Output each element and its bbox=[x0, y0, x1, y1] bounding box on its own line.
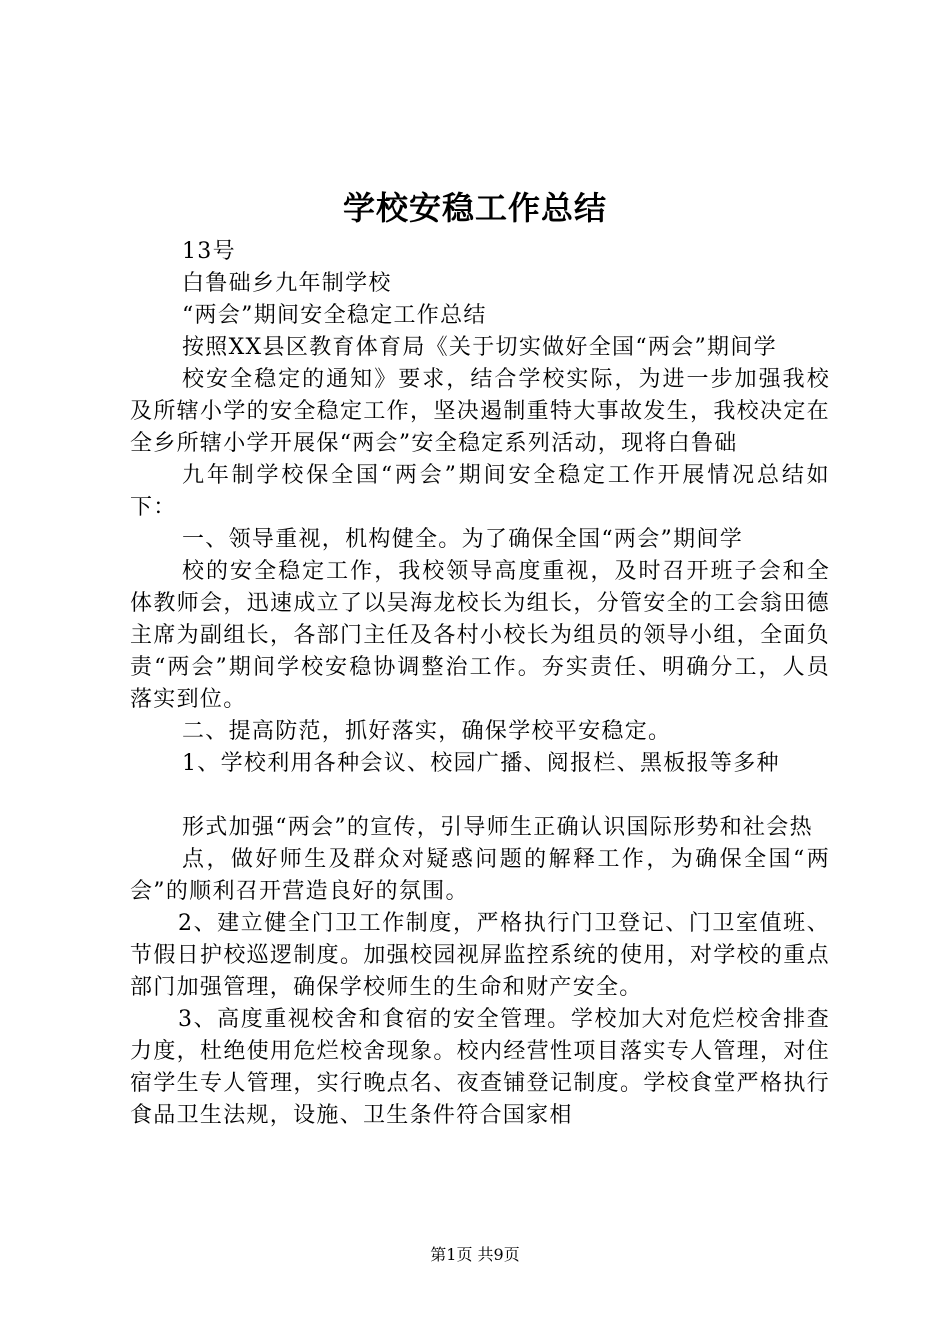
paragraph: 形式加强“两会”的宣传，引导师生正确认识国际形势和社会热 bbox=[182, 815, 813, 840]
paragraph: “两会”期间安全稳定工作总结 bbox=[182, 303, 487, 328]
paragraph: 13号 bbox=[182, 239, 236, 264]
paragraph: 校的安全稳定工作，我校领导高度重视，及时召开班子会和全体教师会，迅速成立了以吴海龙校长为组长，分管安全的工会翁田德主席为副组长，各部门主任及各村小校长为组员的领导小组，全面负责“两会”期间学校安稳协调整治工作。夯实责任、明确分工，人员落实到位。 bbox=[130, 559, 830, 712]
paragraph: 一、领导重视，机构健全。为了确保全国“两会”期间学 bbox=[182, 527, 743, 552]
paragraph: 点，做好师生及群众对疑惑问题的解释工作，为确保全国“两会”的顺利召开营造良好的氛围。 bbox=[130, 847, 830, 904]
paragraph: 2、建立健全门卫工作制度，严格执行门卫登记、门卫室值班、节假日护校巡逻制度。加强校园视屏监控系统的使用，对学校的重点部门加强管理，确保学校师生的生命和财产安全。 bbox=[130, 911, 830, 1000]
paragraph: 3、高度重视校舍和食宿的安全管理。学校加大对危烂校舍排查力度，杜绝使用危烂校舍现象。校内经营性项目落实专人管理，对住宿学生专人管理，实行晚点名、夜查铺登记制度。学校食堂严格执行食品卫生法规，设施、卫生条件符合国家相 bbox=[130, 1007, 830, 1128]
document-body bbox=[130, 236, 830, 1132]
paragraph: 1、学校利用各种会议、校园广播、阅报栏、黑板报等多种 bbox=[182, 751, 780, 776]
paragraph: 白鲁础乡九年制学校 bbox=[182, 271, 392, 296]
document-title: 学校安稳工作总结 bbox=[342, 189, 607, 227]
paragraph: 九年制学校保全国“两会”期间安全稳定工作开展情况总结如下： bbox=[130, 463, 830, 520]
page-footer: 第1页 共9页 bbox=[430, 1245, 520, 1264]
paragraph: 二、提高防范，抓好落实，确保学校平安稳定。 bbox=[182, 719, 672, 744]
paragraph: 校安全稳定的通知》要求，结合学校实际，为进一步加强我校及所辖小学的安全稳定工作，坚决遏制重特大事故发生，我校决定在全乡所辖小学开展保“两会”安全稳定系列活动，现将白鲁础 bbox=[130, 367, 830, 456]
paragraph: 按照XX县区教育体育局《关于切实做好全国“两会”期间学 bbox=[182, 335, 777, 360]
